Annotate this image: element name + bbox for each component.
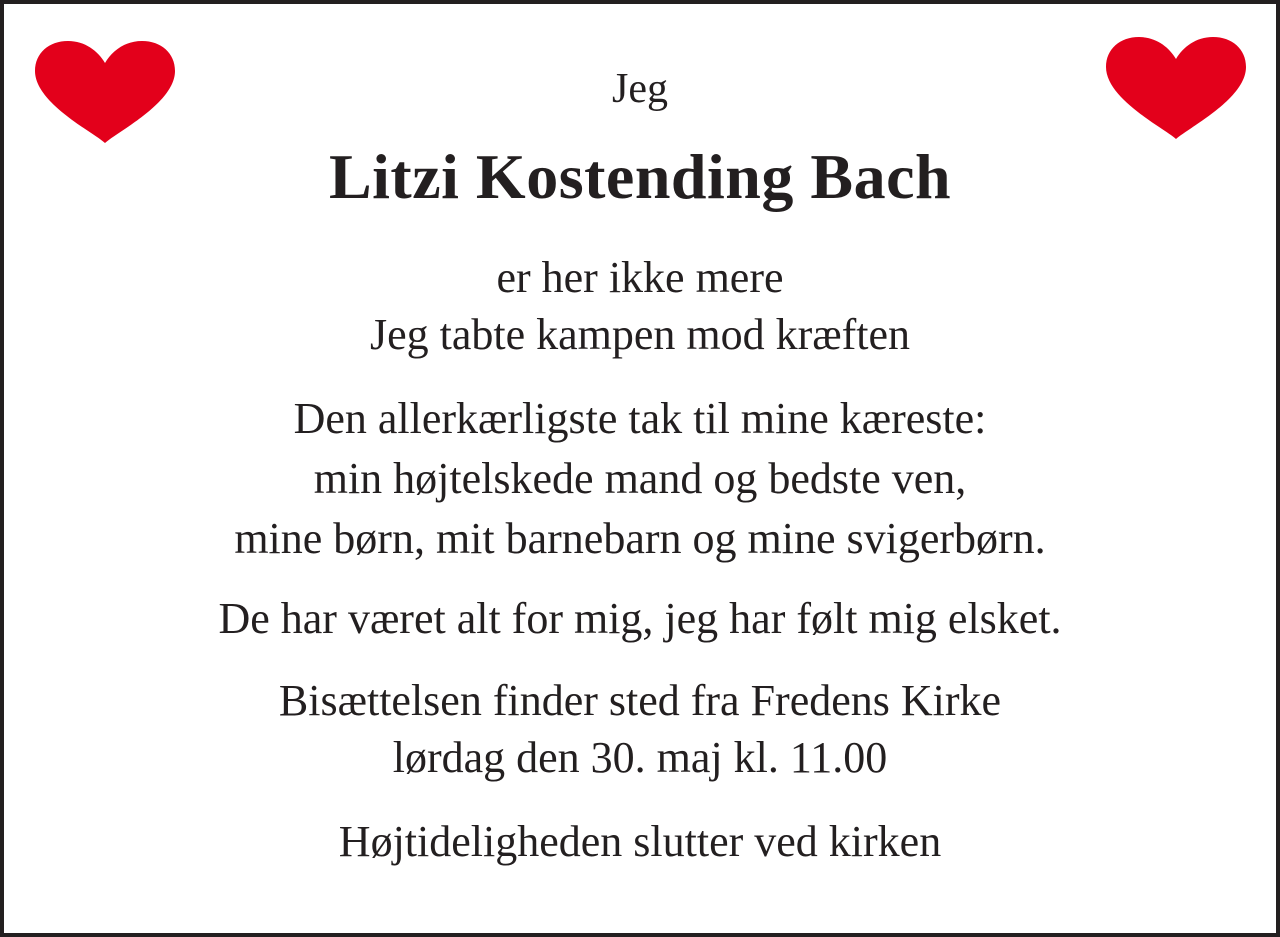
message-line: Jeg tabte kampen mod kræften (369, 310, 911, 359)
deceased-name: Litzi Kostending Bach (328, 141, 952, 212)
closing-line: Højtideligheden slutter ved kirken (338, 817, 942, 866)
intro-text: Jeg (612, 66, 668, 112)
message-line: er her ikke mere (496, 253, 784, 302)
loved-line: De har været alt for mig, jeg har følt mig elsket. (218, 594, 1062, 643)
funeral-date-line: lørdag den 30. maj kl. 11.00 (392, 733, 888, 782)
funeral-line: Bisættelsen finder sted fra Fredens Kirke (278, 676, 1002, 725)
thanks-line: Den allerkærligste tak til mine kæreste: (293, 394, 987, 443)
thanks-line: min højtelskede mand og bedste ven, (313, 454, 967, 503)
thanks-line: mine børn, mit barnebarn og mine svigerbørn. (234, 514, 1046, 563)
